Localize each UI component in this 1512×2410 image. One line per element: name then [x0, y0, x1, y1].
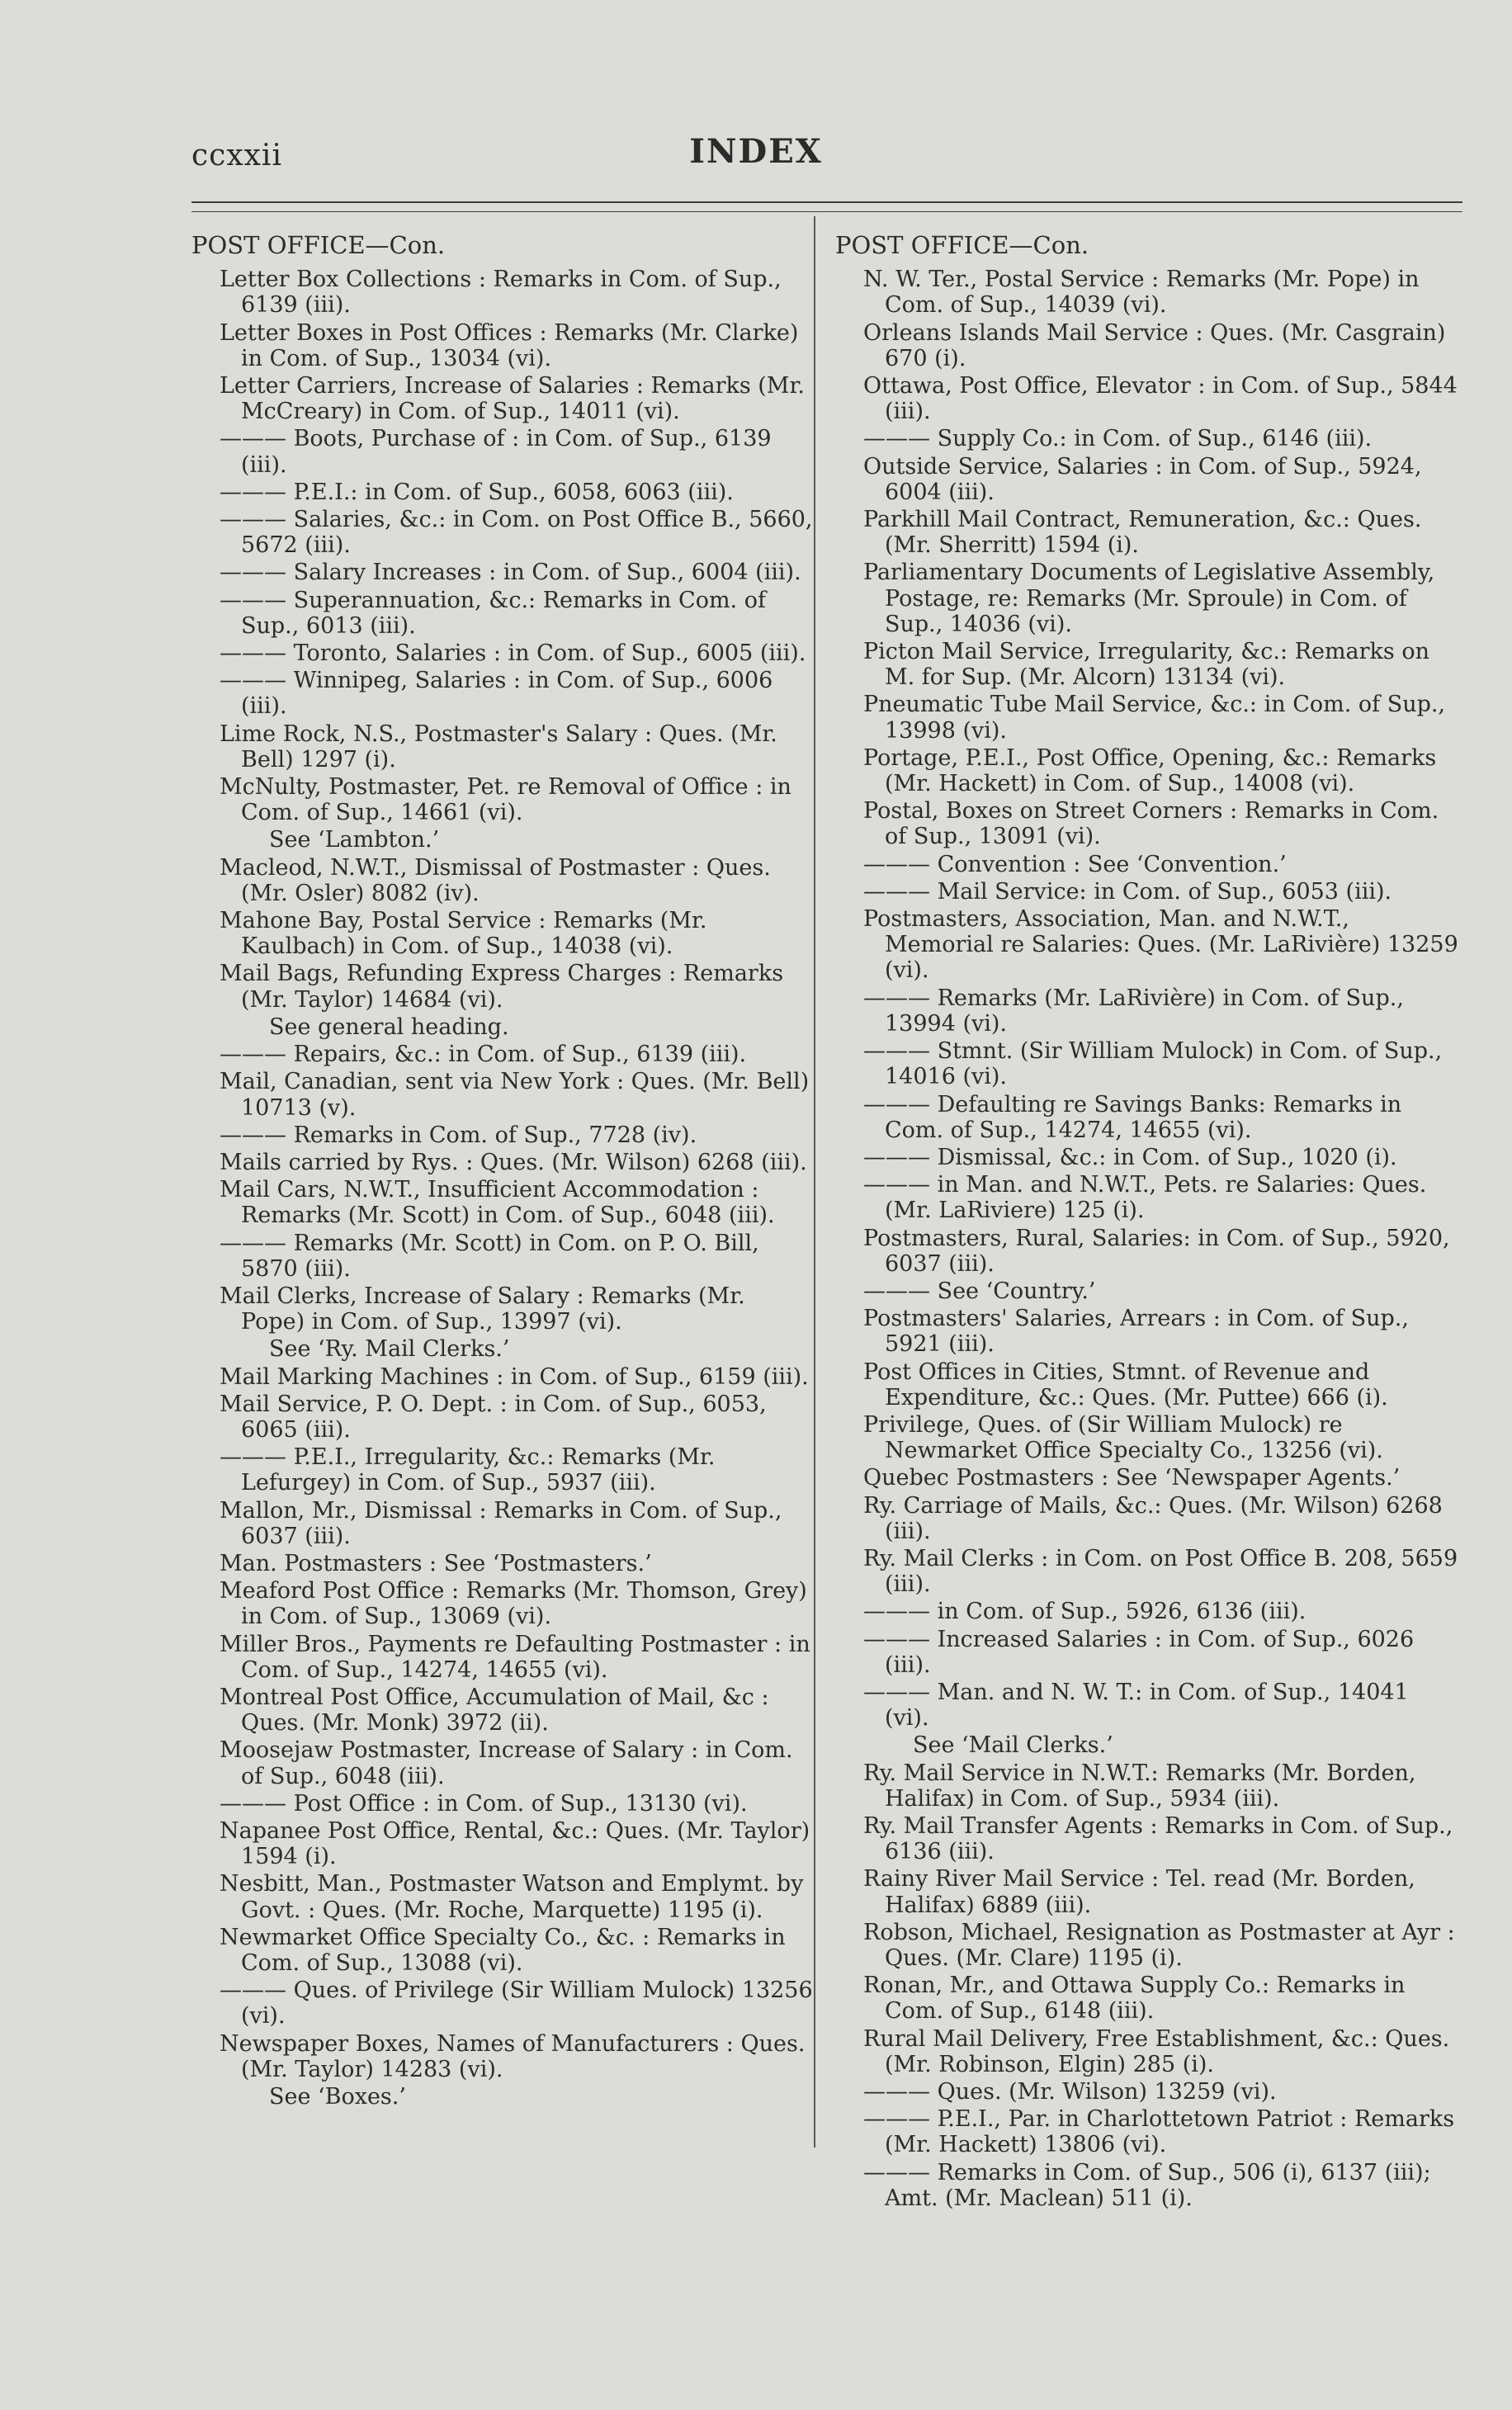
- index-entry: ——— Remarks (Mr. Scott) in Com. on P. O. Bill, 5870 (iii).: [220, 1230, 759, 1282]
- index-entry: ——— Stmnt. (Sir William Mulock) in Com. of Sup., 14016 (vi).: [863, 1038, 1443, 1090]
- index-entry: ——— Mail Service: in Com. of Sup., 6053 (iii).: [863, 878, 1392, 905]
- index-entry: Quebec Postmasters : See ‘Newspaper Agents.’: [863, 1465, 1401, 1491]
- index-entry-list: [191, 267, 815, 2110]
- index-entry: Ronan, Mr., and Ottawa Supply Co.: Remarks in Com. of Sup., 6148 (iii).: [863, 1973, 1406, 2025]
- index-entry: Moosejaw Postmaster, Increase of Salary : in Com. of Sup., 6048 (iii).: [220, 1737, 793, 1789]
- index-entry: ——— Salary Increases : in Com. of Sup., 6004 (iii).: [220, 560, 801, 586]
- index-entry: Outside Service, Salaries : in Com. of Sup., 5924, 6004 (iii).: [863, 453, 1422, 505]
- page-number: ccxxii: [191, 139, 282, 172]
- index-entry: ——— P.E.I., Par. in Charlottetown Patriot : Remarks (Mr. Hackett) 13806 (vi).: [863, 2106, 1455, 2158]
- index-entry: Orleans Islands Mail Service : Ques. (Mr. Casgrain) 670 (i).: [863, 319, 1446, 371]
- index-entry: Postmasters, Rural, Salaries: in Com. of Sup., 5920, 6037 (iii).: [863, 1225, 1450, 1277]
- index-entry: ——— Ques. of Privilege (Sir William Mulock) 13256 (vi).: [220, 1978, 813, 2030]
- index-entry: Newmarket Office Specialty Co., &c. : Remarks in Com. of Sup., 13088 (vi).: [220, 1924, 786, 1976]
- index-entry: Letter Boxes in Post Offices : Remarks (Mr. Clarke) in Com. of Sup., 13034 (vi).: [220, 319, 799, 371]
- index-entry: ——— See ‘Country.’: [863, 1278, 1096, 1304]
- index-entry: Ry. Mail Transfer Agents : Remarks in Com. of Sup., 6136 (iii).: [863, 1812, 1453, 1865]
- index-entry: Rainy River Mail Service : Tel. read (Mr. Borden, Halifax) 6889 (iii).: [863, 1866, 1415, 1918]
- index-entry: ——— Dismissal, &c.: in Com. of Sup., 1020 (i).: [863, 1144, 1397, 1170]
- index-entry: ——— Superannuation, &c.: Remarks in Com. of Sup., 6013 (iii).: [220, 587, 766, 639]
- index-entry: ——— Remarks in Com. of Sup., 7728 (iv).: [220, 1122, 697, 1148]
- left-column: [191, 233, 815, 2111]
- index-entry: Meaford Post Office : Remarks (Mr. Thomson, Grey) in Com. of Sup., 13069 (vi).: [220, 1578, 807, 1630]
- index-entry: Picton Mail Service, Irregularity, &c.: Remarks on M. for Sup. (Mr. Alcorn) 13134 (vi).: [863, 639, 1429, 691]
- index-entry: Robson, Michael, Resignation as Postmaster at Ayr : Ques. (Mr. Clare) 1195 (i).: [863, 1919, 1455, 1971]
- index-entry: Newspaper Boxes, Names of Manufacturers : Ques. (Mr. Taylor) 14283 (vi).: [220, 2030, 806, 2082]
- index-entry: Napanee Post Office, Rental, &c.: Ques. (Mr. Taylor) 1594 (i).: [220, 1817, 810, 1870]
- index-entry: ——— in Com. of Sup., 5926, 6136 (iii).: [863, 1599, 1306, 1625]
- cross-reference: See general heading.: [269, 1014, 509, 1040]
- index-entry: ——— P.E.I.: in Com. of Sup., 6058, 6063 (iii).: [220, 479, 734, 505]
- index-entry: ——— Toronto, Salaries : in Com. of Sup., 6005 (iii).: [220, 640, 806, 667]
- index-entry: Nesbitt, Man., Postmaster Watson and Emplymt. by Govt. : Ques. (Mr. Roche, Marquette) 1195 (i).: [220, 1871, 804, 1923]
- cross-reference: See ‘Mail Clerks.’: [913, 1732, 1113, 1759]
- index-entry: Pneumatic Tube Mail Service, &c.: in Com. of Sup., 13998 (vi).: [863, 692, 1446, 744]
- index-entry: Mallon, Mr., Dismissal : Remarks in Com. of Sup., 6037 (iii).: [220, 1497, 782, 1549]
- index-entry: Mail Bags, Refunding Express Charges : Remarks (Mr. Taylor) 14684 (vi).: [220, 961, 784, 1013]
- index-entry: Rural Mail Delivery, Free Establishment, &c.: Ques. (Mr. Robinson, Elgin) 285 (i).: [863, 2025, 1450, 2077]
- index-entry: Ottawa, Post Office, Elevator : in Com. of Sup., 5844 (iii).: [863, 373, 1458, 425]
- index-entry: Parliamentary Documents of Legislative Assembly, Postage, re: Remarks (Mr. Sproule) in Com. of Sup., 14036 (vi).: [863, 560, 1435, 637]
- index-entry: Mail Service, P. O. Dept. : in Com. of Sup., 6053, 6065 (iii).: [220, 1391, 767, 1443]
- index-entry: McNulty, Postmaster, Pet. re Removal of Office : in Com. of Sup., 14661 (vi).: [220, 774, 791, 826]
- header-rule: [191, 201, 1462, 203]
- index-entry: Man. Postmasters : See ‘Postmasters.’: [220, 1550, 652, 1576]
- index-entry-list: [835, 267, 1459, 2211]
- index-entry: Montreal Post Office, Accumulation of Mail, &c : Ques. (Mr. Monk) 3972 (ii).: [220, 1684, 769, 1737]
- index-entry: ——— Convention : See ‘Convention.’: [863, 851, 1287, 877]
- index-entry: ——— P.E.I., Irregularity, &c.: Remarks (Mr. Lefurgey) in Com. of Sup., 5937 (iii).: [220, 1444, 716, 1496]
- section-heading: POST OFFICE—Con.: [835, 231, 1089, 259]
- index-entry: Mails carried by Rys. : Ques. (Mr. Wilson) 6268 (iii).: [220, 1149, 807, 1175]
- index-entry: Mail Cars, N.W.T., Insufficient Accommodation : Remarks (Mr. Scott) in Com. of Sup., 6048 (iii).: [220, 1177, 775, 1229]
- index-entry: Postal, Boxes on Street Corners : Remarks in Com. of Sup., 13091 (vi).: [863, 798, 1439, 850]
- index-entry: ——— Man. and N. W. T.: in Com. of Sup., 14041 (vi).: [863, 1679, 1409, 1732]
- cross-reference: See ‘Lambton.’: [269, 827, 440, 853]
- index-entry: Mail Marking Machines : in Com. of Sup., 6159 (iii).: [220, 1363, 809, 1390]
- index-entry: ——— Salaries, &c.: in Com. on Post Office B., 5660, 5672 (iii).: [220, 507, 813, 559]
- index-entry: ——— Remarks (Mr. LaRivière) in Com. of Sup., 13994 (vi).: [863, 985, 1404, 1037]
- index-entry: ——— in Man. and N.W.T., Pets. re Salaries: Ques. (Mr. LaRiviere) 125 (i).: [863, 1172, 1427, 1224]
- section-heading: POST OFFICE—Con.: [191, 231, 446, 259]
- index-entry: ——— Post Office : in Com. of Sup., 13130 (vi).: [220, 1790, 748, 1817]
- index-entry: Mail Clerks, Increase of Salary : Remarks (Mr. Pope) in Com. of Sup., 13997 (vi).: [220, 1283, 745, 1335]
- index-entry: ——— Winnipeg, Salaries : in Com. of Sup., 6006 (iii).: [220, 668, 773, 720]
- cross-reference: See ‘Ry. Mail Clerks.’: [269, 1336, 510, 1363]
- header-rule-thin: [191, 211, 1462, 212]
- index-entry: ——— Increased Salaries : in Com. of Sup., 6026 (iii).: [863, 1626, 1415, 1678]
- index-entry: Mail, Canadian, sent via New York : Ques. (Mr. Bell) 10713 (v).: [220, 1069, 810, 1121]
- index-entry: ——— Repairs, &c.: in Com. of Sup., 6139 (iii).: [220, 1042, 747, 1068]
- index-entry: ——— Defaulting re Savings Banks: Remarks in Com. of Sup., 14274, 14655 (vi).: [863, 1091, 1402, 1143]
- page-title: INDEX: [689, 132, 823, 171]
- index-entry: Lime Rock, N.S., Postmaster's Salary : Ques. (Mr. Bell) 1297 (i).: [220, 721, 777, 773]
- index-entry: Miller Bros., Payments re Defaulting Postmaster : in Com. of Sup., 14274, 14655 (vi).: [220, 1631, 810, 1683]
- index-entry: Letter Carriers, Increase of Salaries : Remarks (Mr. McCreary) in Com. of Sup., 14011 (vi).: [220, 373, 805, 425]
- index-entry: Ry. Mail Clerks : in Com. on Post Office B. 208, 5659 (iii).: [863, 1545, 1458, 1598]
- index-entry: Portage, P.E.I., Post Office, Opening, &c.: Remarks (Mr. Hackett) in Com. of Sup., 14008 (vi).: [863, 744, 1437, 797]
- index-entry: Parkhill Mail Contract, Remuneration, &c.: Ques. (Mr. Sherritt) 1594 (i).: [863, 507, 1422, 559]
- index-entry: ——— Boots, Purchase of : in Com. of Sup., 6139 (iii).: [220, 426, 772, 478]
- right-column: [835, 233, 1459, 2213]
- index-entry: Privilege, Ques. of (Sir William Mulock) re Newmarket Office Specialty Co., 13256 (vi).: [863, 1411, 1383, 1464]
- index-entry: ——— Supply Co.: in Com. of Sup., 6146 (iii).: [863, 426, 1373, 452]
- index-entry: Macleod, N.W.T., Dismissal of Postmaster : Ques. (Mr. Osler) 8082 (iv).: [220, 854, 771, 906]
- index-entry: ——— Ques. (Mr. Wilson) 13259 (vi).: [863, 2079, 1277, 2105]
- index-entry: Letter Box Collections : Remarks in Com. of Sup., 6139 (iii).: [220, 267, 782, 319]
- index-entry: Postmasters' Salaries, Arrears : in Com. of Sup., 5921 (iii).: [863, 1306, 1409, 1358]
- cross-reference: See ‘Boxes.’: [269, 2084, 406, 2110]
- index-entry: Mahone Bay, Postal Service : Remarks (Mr. Kaulbach) in Com. of Sup., 14038 (vi).: [220, 908, 707, 960]
- index-entry: ——— Remarks in Com. of Sup., 506 (i), 6137 (iii); Amt. (Mr. Maclean) 511 (i).: [863, 2159, 1431, 2211]
- index-entry: N. W. Ter., Postal Service : Remarks (Mr. Pope) in Com. of Sup., 14039 (vi).: [863, 267, 1420, 319]
- index-entry: Post Offices in Cities, Stmnt. of Revenue and Expenditure, &c.: Ques. (Mr. Puttee) 666 (i).: [863, 1359, 1388, 1411]
- index-entry: Ry. Carriage of Mails, &c.: Ques. (Mr. Wilson) 6268 (iii).: [863, 1492, 1443, 1544]
- index-entry: Ry. Mail Service in N.W.T.: Remarks (Mr. Borden, Halifax) in Com. of Sup., 5934 (iii).: [863, 1760, 1416, 1812]
- index-entry: Postmasters, Association, Man. and N.W.T., Memorial re Salaries: Ques. (Mr. LaRivière) 13259 (vi).: [863, 906, 1458, 984]
